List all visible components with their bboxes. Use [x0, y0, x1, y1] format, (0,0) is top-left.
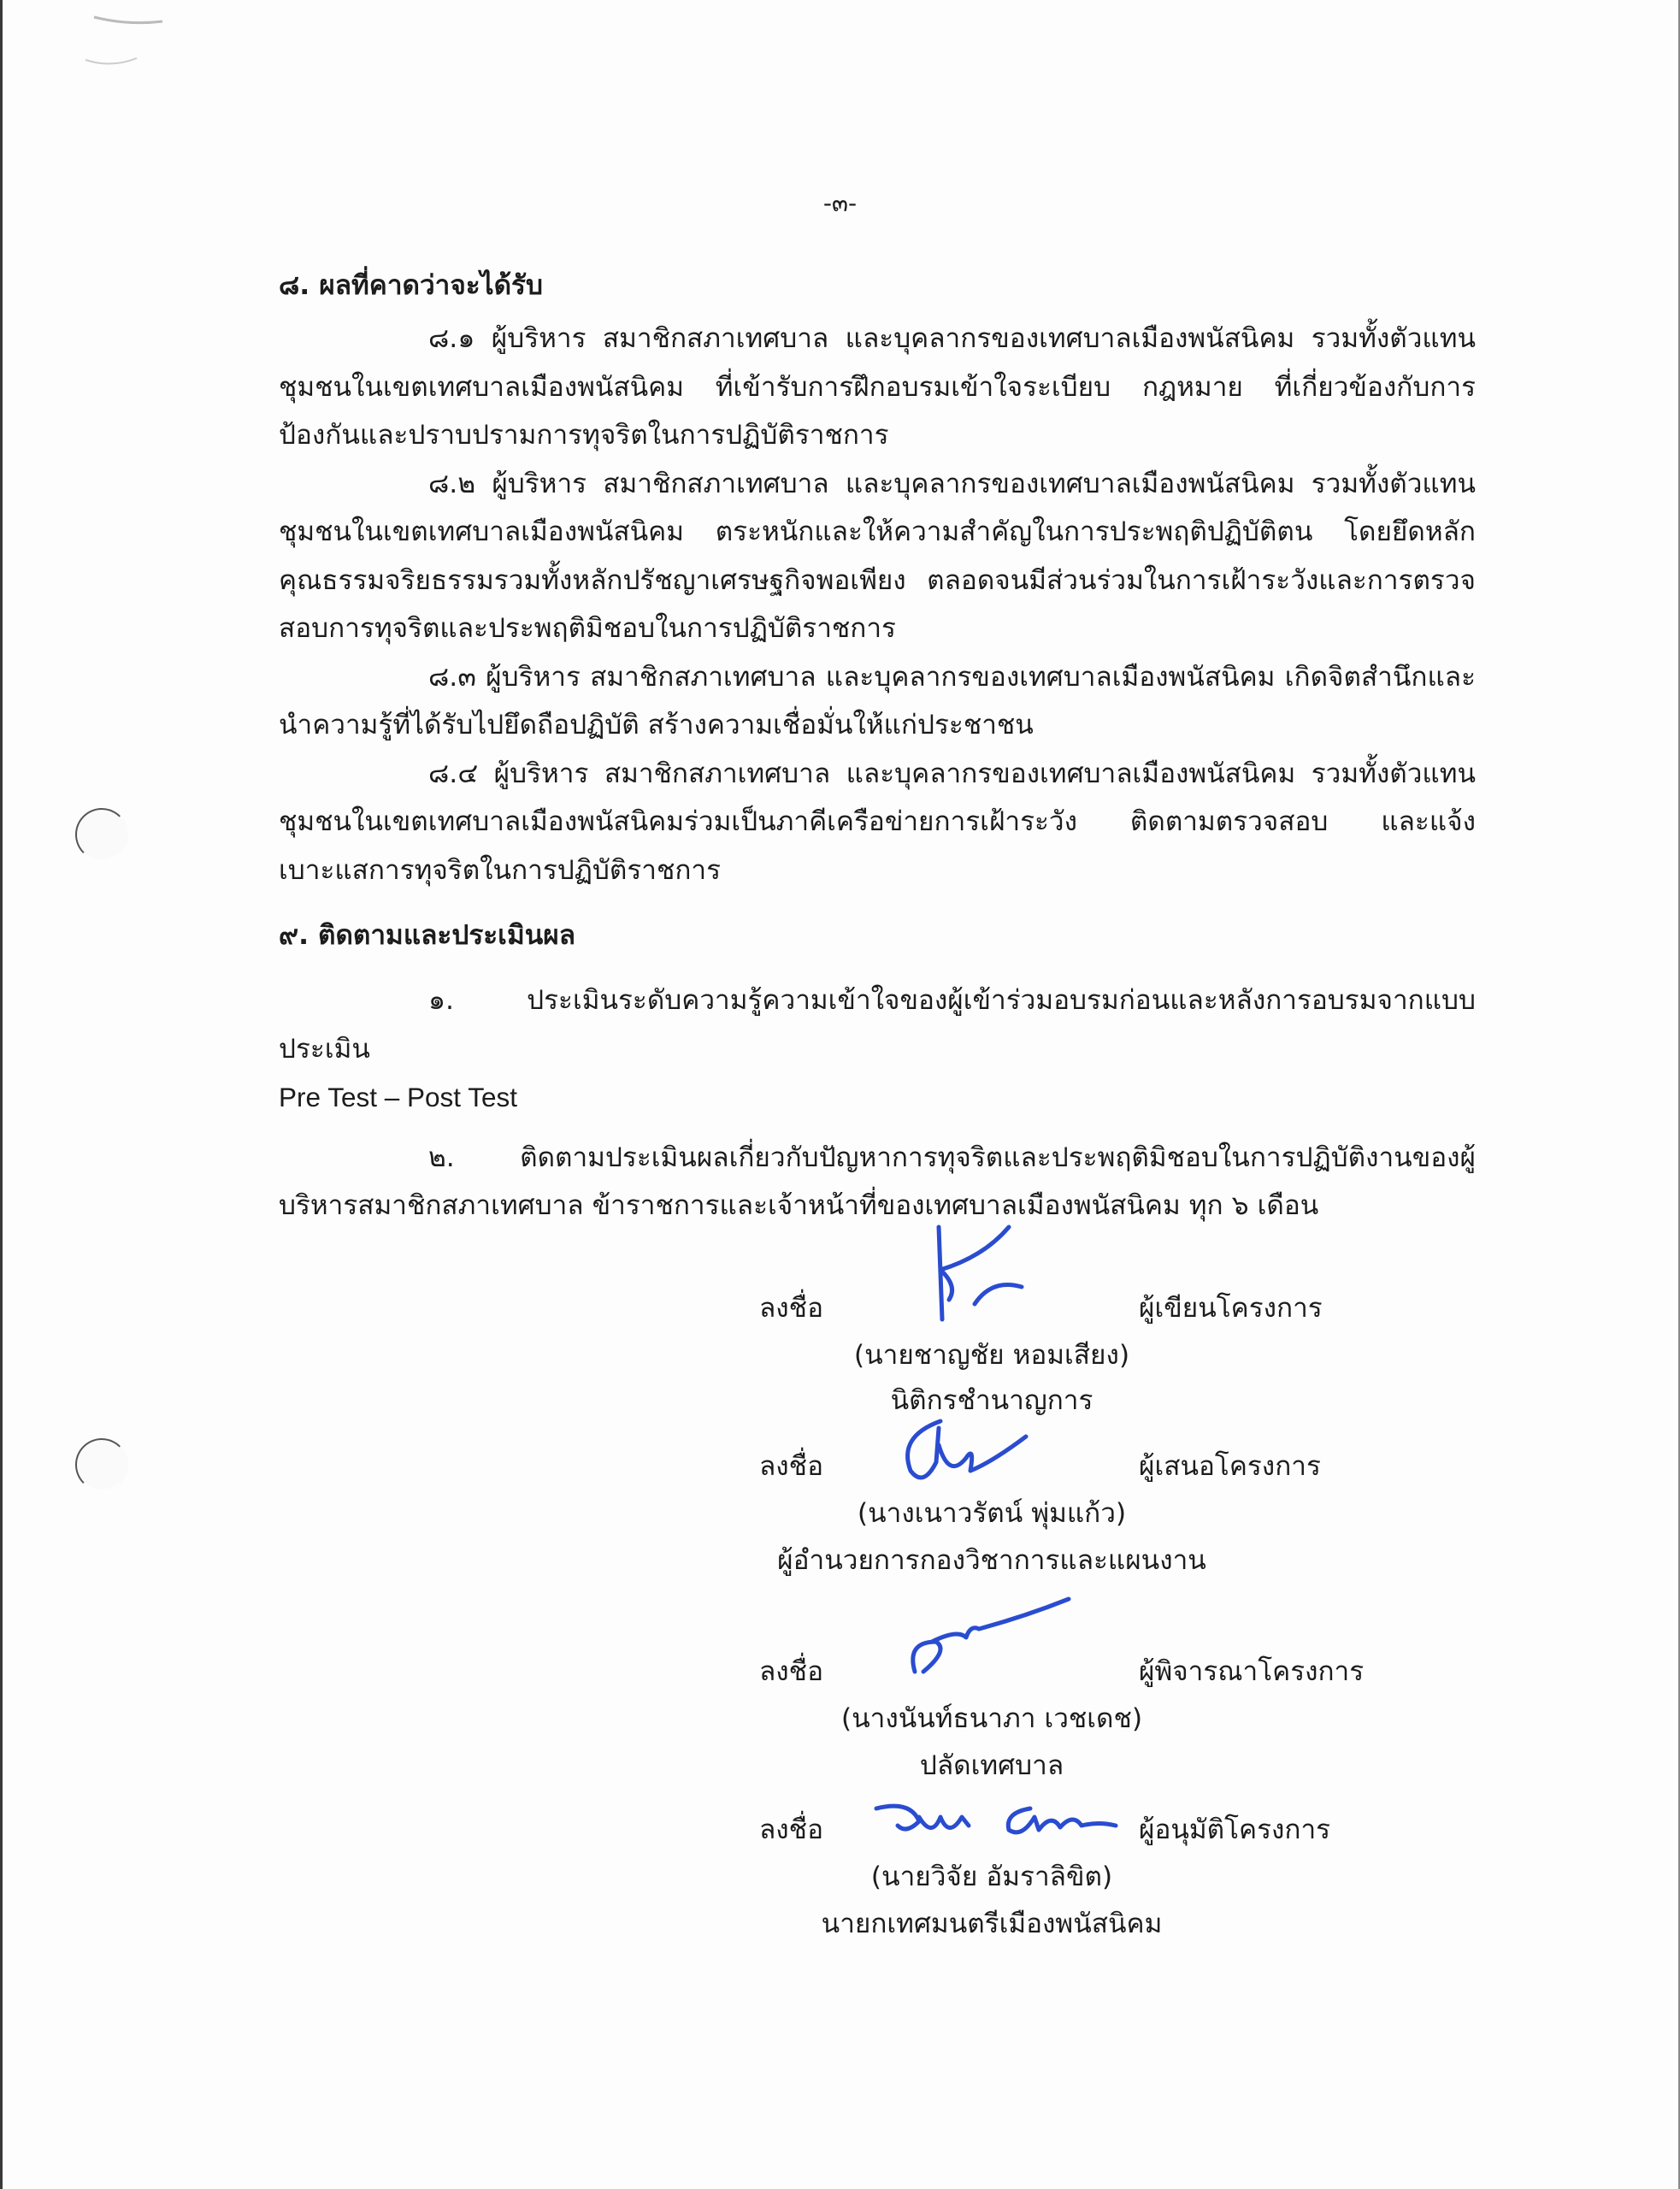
signature-2-position: ผู้อำนวยการกองวิชาการและแผนงาน — [777, 1545, 1206, 1576]
signature-3-name: (นางนันท์ธนาภา เวชเดช) — [840, 1703, 1143, 1734]
paragraph-8-3: ๘.๓ ผู้บริหาร สมาชิกสภาเทศบาล และบุคลากรของเทศบาลเมืองพนัสนิคม เกิดจิตสำนึกและนำความรู้ที่ได้รับไปยึดถือปฏิบัติ สร้างความเชื่อมั่นให้แก่ประชาชน — [279, 661, 1476, 740]
evaluation-item-1: ๑. ประเมินระดับความรู้ความเข้าใจของผู้เข้าร่วมอบรมก่อนและหลังการอบรมจากแบบประเมิน — [279, 985, 1476, 1065]
section-8-heading: ๘. ผลที่คาดว่าจะได้รับ — [279, 270, 543, 301]
signature-4-position: นายกเทศมนตรีเมืองพนัสนิคม — [821, 1909, 1163, 1939]
signature-1-role: ผู้เขียนโครงการ — [1139, 1293, 1323, 1324]
signature-2-name: (นางเนาวรัตน์ พุ่มแก้ว) — [857, 1498, 1127, 1529]
signature-3-position: ปลัดเทศบาล — [919, 1750, 1064, 1781]
page-edge-left — [0, 0, 3, 2189]
evaluation-item-1-continuation: Pre Test – Post Test — [279, 1082, 517, 1112]
punch-hole-top — [75, 808, 128, 861]
signature-2-role: ผู้เสนอโครงการ — [1139, 1451, 1321, 1482]
paragraph-8-1: ๘.๑ ผู้บริหาร สมาชิกสภาเทศบาล และบุคลากรของเทศบาลเมืองพนัสนิคม รวมทั้งตัวแทนชุมชนในเขตเทศบาลเมืองพนัสนิคม ที่เข้ารับการฝึกอบรมเข้าใจระเบียบ กฎหมาย ที่เกี่ยวข้องกับการป้องกันและปราบปรามการทุจริตในการปฏิบัติราชการ — [279, 323, 1476, 451]
signature-4-sign-label: ลงชื่อ — [759, 1814, 823, 1845]
section-9-heading: ๙. ติดตามและประเมินผล — [279, 920, 576, 951]
document-body — [279, 257, 1476, 1230]
paragraph-8-2: ๘.๒ ผู้บริหาร สมาชิกสภาเทศบาล และบุคลากรของเทศบาลเมืองพนัสนิคม รวมทั้งตัวแทนชุมชนในเขตเทศบาลเมืองพนัสนิคม ตระหนักและให้ความสำคัญในการประพฤติปฏิบัติตน โดยยึดหลักคุณธรรมจริยธรรมรวมทั้งหลักปรัชญาเศรษฐกิจพอเพียง ตลอดจนมีส่วนร่วมในการเฝ้าระวังและการตรวจสอบการทุจริตและประพฤติมิชอบในการปฏิบัติราชการ — [279, 468, 1476, 644]
signature-4-name: (นายวิจัย อัมราลิขิต) — [870, 1862, 1113, 1892]
signature-1-sign-label: ลงชื่อ — [759, 1293, 823, 1324]
signature-3-role: ผู้พิจารณาโครงการ — [1139, 1656, 1365, 1687]
signature-1-name: (นายชาญชัย หอมเสียง) — [853, 1340, 1130, 1371]
punch-hole-bottom — [75, 1438, 128, 1491]
signature-1-handwritten — [923, 1218, 1026, 1330]
signature-4-role: ผู้อนุมัติโครงการ — [1139, 1814, 1331, 1845]
signature-1-position: นิติกรชำนาญการ — [890, 1385, 1093, 1416]
signature-3-handwritten — [898, 1590, 1077, 1685]
signature-4-handwritten — [868, 1791, 1124, 1851]
scan-smudge — [51, 0, 188, 94]
evaluation-item-2: ๒. ติดตามประเมินผลเกี่ยวกับปัญหาการทุจริตและประพฤติมิชอบในการปฏิบัติงานของผู้บริหารสมาชิกสภาเทศบาล ข้าราชการและเจ้าหน้าที่ของเทศบาลเมืองพนัสนิคม ทุก ๖ เดือน — [279, 1142, 1476, 1221]
signature-3-sign-label: ลงชื่อ — [759, 1656, 823, 1687]
paragraph-8-4: ๘.๔ ผู้บริหาร สมาชิกสภาเทศบาล และบุคลากรของเทศบาลเมืองพนัสนิคม รวมทั้งตัวแทนชุมชนในเขตเทศบาลเมืองพนัสนิคมร่วมเป็นภาคีเครือข่ายการเฝ้าระวัง ติดตามตรวจสอบ และแจ้งเบาะแสการทุจริตในการปฏิบัติราชการ — [279, 758, 1476, 886]
signature-2-sign-label: ลงชื่อ — [759, 1451, 823, 1482]
page-number: -๓- — [822, 189, 858, 217]
